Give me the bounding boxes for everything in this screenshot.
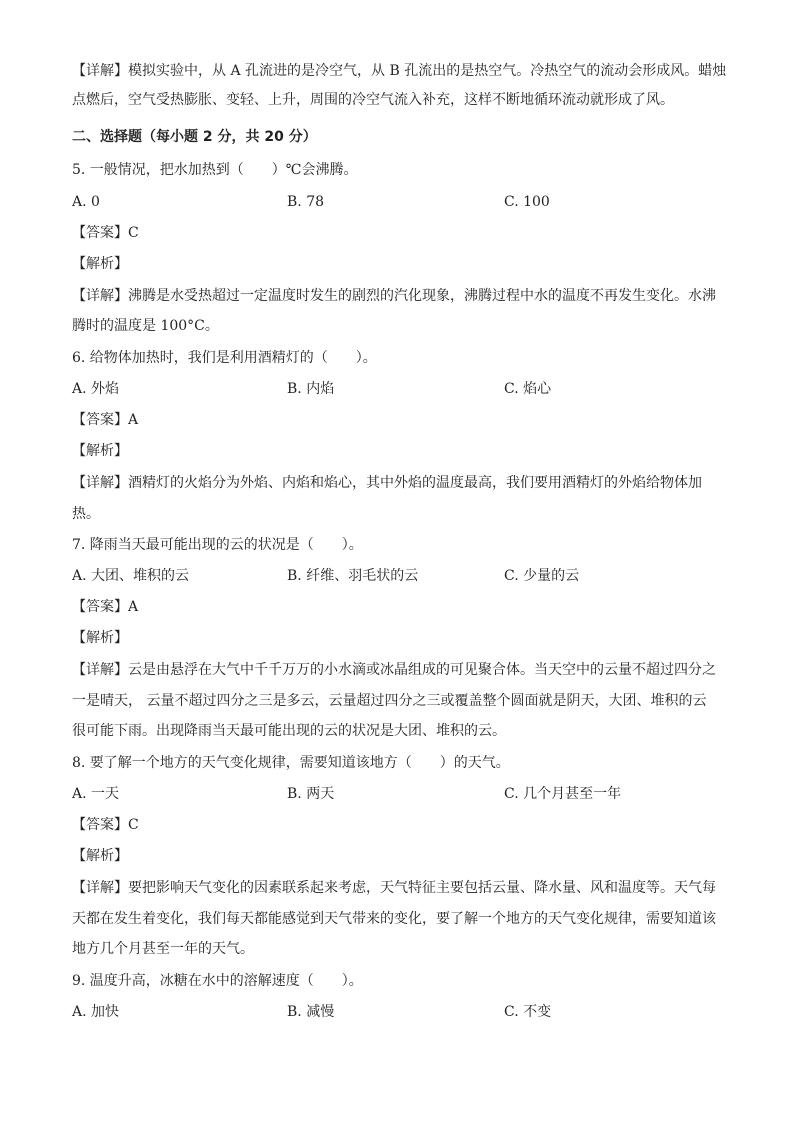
question-7-stem: 7. 降雨当天最可能出现的云的状况是（ ）。	[72, 537, 363, 553]
question-9-stem: 9. 温度升高，冰糖在水中的溶解速度（ ）。	[72, 973, 363, 989]
question-5-detail-line-2: 腾时的温度是 100°C。	[72, 318, 219, 334]
question-5-option-c: C. 100	[504, 194, 550, 210]
question-7-option-c: C. 少量的云	[504, 568, 580, 584]
question-5-answer: 【答案】C	[72, 225, 139, 241]
intro-detail-line-2: 点燃后，空气受热膨胀、变轻、上升，周围的冷空气流入补充，这样不断地循环流动就形成了风。	[72, 92, 674, 108]
question-6-detail-line-1: 【详解】酒精灯的火焰分为外焰、内焰和焰心，其中外焰的温度最高，我们要用酒精灯的外焰给物体加	[72, 475, 702, 491]
question-9-options	[72, 1001, 724, 1023]
question-8-options	[72, 783, 724, 805]
question-6-option-c: C. 焰心	[504, 381, 552, 397]
question-5-options	[72, 191, 724, 213]
question-6-option-b: B. 内焰	[287, 381, 335, 397]
question-6-option-a: A. 外焰	[72, 381, 120, 397]
question-8-option-b: B. 两天	[287, 786, 335, 802]
question-8-stem: 8. 要了解一个地方的天气变化规律，需要知道该地方（ ）的天气。	[72, 755, 510, 771]
question-6-stem: 6. 给物体加热时，我们是利用酒精灯的（ ）。	[72, 350, 377, 366]
section-title: 二、选择题（每小题 2 分，共 20 分）	[72, 129, 317, 145]
question-7-option-a: A. 大团、堆积的云	[72, 568, 190, 584]
question-7-answer: 【答案】A	[72, 599, 139, 615]
question-8-option-a: A. 一天	[72, 786, 120, 802]
question-5-stem: 5. 一般情况，把水加热到（ ）℃会沸腾。	[72, 162, 358, 178]
question-5-analysis: 【解析】	[72, 256, 128, 272]
question-7-detail-line-2: 一是晴天， 云量不超过四分之三是多云，云量超过四分之三或覆盖整个圆面就是阴天，大团、堆积的云	[72, 693, 707, 709]
question-6-detail-line-2: 热。	[72, 506, 100, 522]
question-7-detail-line-3: 很可能下雨。出现降雨当天最可能出现的云的状况是大团、堆积的云。	[72, 723, 506, 739]
question-5-detail-line-1: 【详解】沸腾是水受热超过一定温度时发生的剧烈的汽化现象，沸腾过程中水的温度不再发生变化。水沸	[72, 288, 716, 304]
question-8-option-c: C. 几个月甚至一年	[504, 786, 622, 802]
question-8-answer: 【答案】C	[72, 817, 139, 833]
question-6-analysis: 【解析】	[72, 443, 128, 459]
intro-detail-line-1: 【详解】模拟实验中，从 A 孔流进的是冷空气，从 B 孔流出的是热空气。冷热空气的流动会形成风。蜡烛	[72, 63, 727, 79]
question-8-detail-line-3: 地方几个月甚至一年的天气。	[72, 941, 254, 957]
question-8-detail-line-1: 【详解】要把影响天气变化的因素联系起来考虑，天气特征主要包括云量、降水量、风和温度等。天气每	[72, 880, 716, 896]
question-9-option-a: A. 加快	[72, 1004, 120, 1020]
question-8-analysis: 【解析】	[72, 848, 128, 864]
question-7-options	[72, 565, 724, 587]
question-8-detail-line-2: 天都在发生着变化，我们每天都能感觉到天气带来的变化，要了解一个地方的天气变化规律，需要知道该	[72, 911, 716, 927]
question-5-option-b: B. 78	[287, 194, 325, 210]
question-7-detail-line-1: 【详解】云是由悬浮在大气中千千万万的小水滴或冰晶组成的可见聚合体。当天空中的云量不超过四分之	[72, 662, 716, 678]
question-7-option-b: B. 纤维、羽毛状的云	[287, 568, 419, 584]
question-7-analysis: 【解析】	[72, 630, 128, 646]
question-5-option-a: A. 0	[72, 194, 100, 210]
question-6-answer: 【答案】A	[72, 412, 139, 428]
question-6-options	[72, 378, 724, 400]
question-9-option-c: C. 不变	[504, 1004, 552, 1020]
question-9-option-b: B. 减慢	[287, 1004, 335, 1020]
